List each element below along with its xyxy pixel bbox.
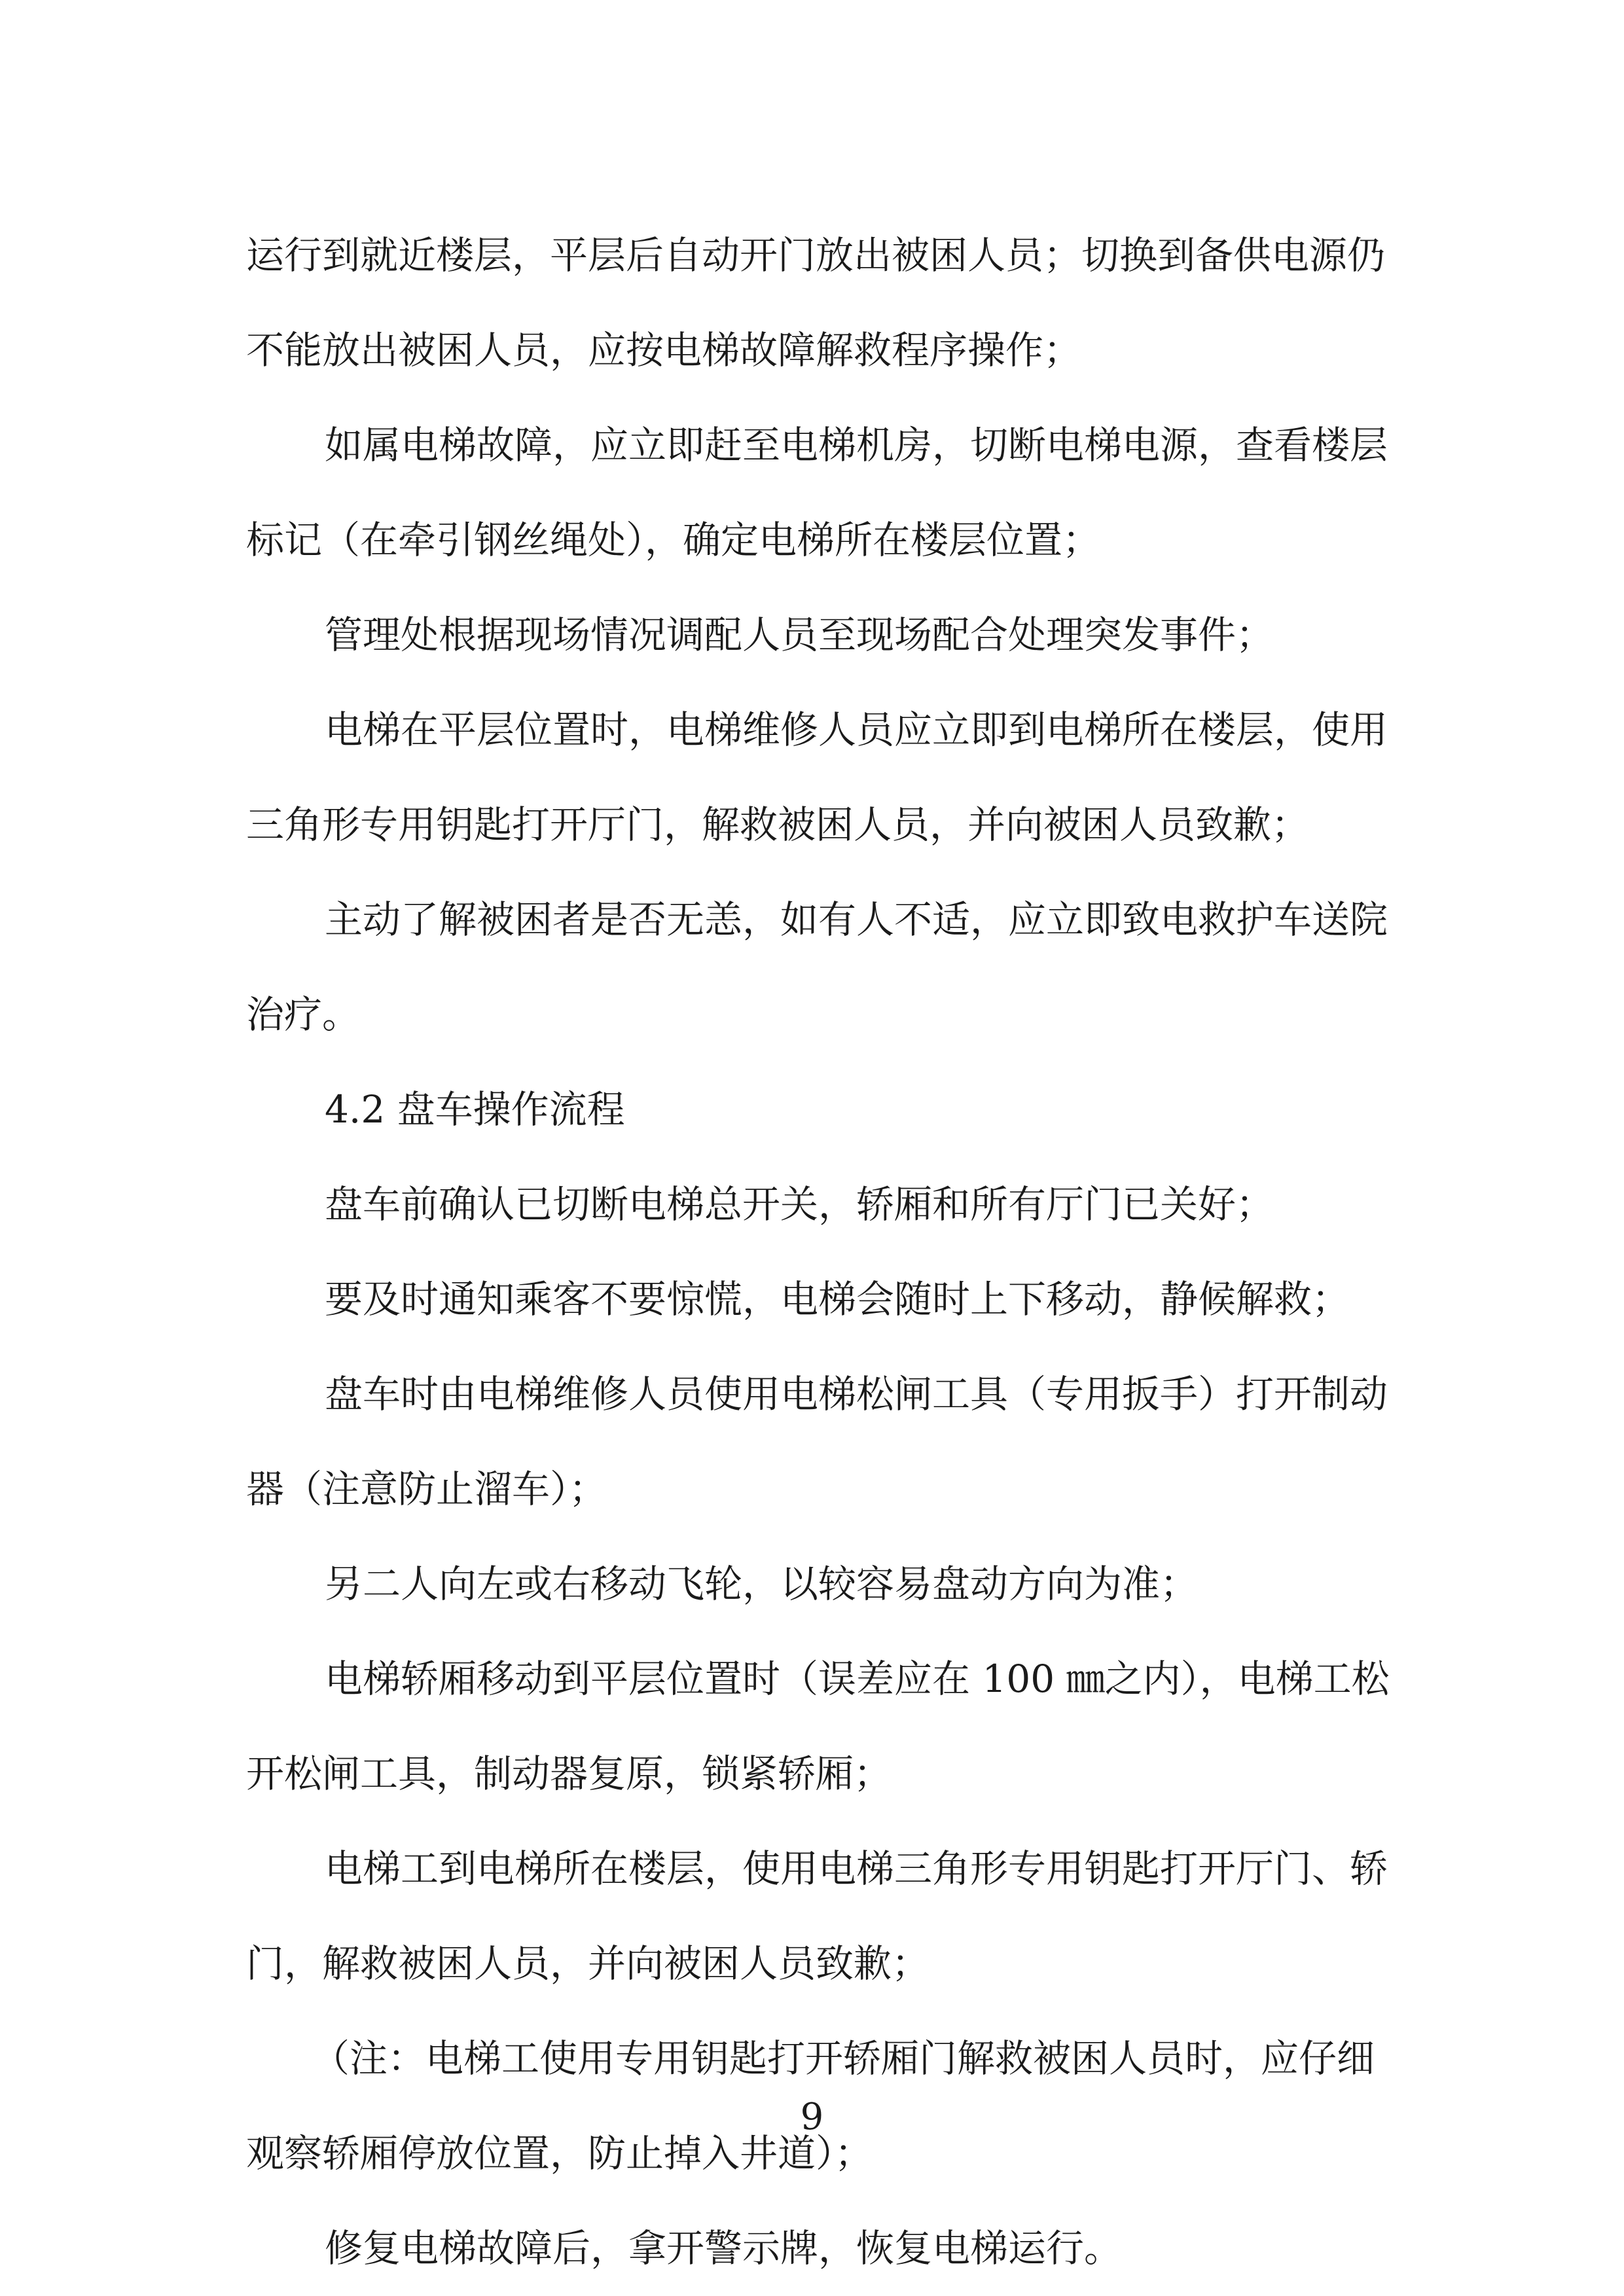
paragraph-start: 如属电梯故障，应立即赶至电梯机房，切断电梯电源，查看楼层 (325, 423, 1388, 467)
paragraph-start: 另二人向左或右移动飞轮，以较容易盘动方向为准； (325, 1562, 1199, 1606)
text-line: 三角形专用钥匙打开厅门，解救被困人员，并向被困人员致歉； (246, 802, 1310, 847)
text-line: 门，解救被困人员，并向被困人员致歉； (246, 1941, 930, 1986)
text-line: 观察轿厢停放位置，防止掉入井道）； (246, 2131, 873, 2176)
paragraph-start: 修复电梯故障后，拿开警示牌，恢复电梯运行。 (325, 2226, 1123, 2270)
paragraph-start: 主动了解被困者是否无恙，如有人不适，应立即致电救护车送院 (325, 897, 1388, 942)
paragraph-start: 电梯工到电梯所在楼层，使用电梯三角形专用钥匙打开厅门、轿 (325, 1846, 1388, 1891)
paragraph-start: 电梯轿厢移动到平层位置时（误差应在 100 ㎜之内），电梯工松 (325, 1657, 1390, 1701)
text-line: 器（注意防止溜车）； (246, 1467, 607, 1511)
paragraph-start: 要及时通知乘客不要惊慌，电梯会随时上下移动，静候解救； (325, 1277, 1350, 1321)
text-line: 标记（在牵引钢丝绳处），确定电梯所在楼层位置； (246, 518, 1101, 562)
text-line: 开松闸工具，制动器复原，锁紧轿厢； (246, 1751, 892, 1796)
text-line: 不能放出被困人员，应按电梯故障解救程序操作； (246, 328, 1082, 372)
page-body (246, 208, 1390, 2296)
paragraph-start: 管理处根据现场情况调配人员至现场配合处理突发事件； (325, 613, 1274, 657)
paragraph-start: 盘车前确认已切断电梯总开关，轿厢和所有厅门已关好； (325, 1182, 1274, 1227)
note-start: （注：电梯工使用专用钥匙打开轿厢门解救被困人员时，应仔细 (312, 2036, 1375, 2081)
text-line: 运行到就近楼层，平层后自动开门放出被困人员；切换到备供电源仍 (246, 233, 1386, 278)
paragraph-start: 电梯在平层位置时，电梯维修人员应立即到电梯所在楼层，使用 (325, 708, 1388, 752)
page-number: 9 (800, 2096, 824, 2138)
section-heading: 4.2 盘车操作流程 (325, 1087, 625, 1132)
paragraph-start: 盘车时由电梯维修人员使用电梯松闸工具（专用扳手）打开制动 (325, 1372, 1388, 1416)
text-line: 治疗。 (246, 992, 361, 1037)
